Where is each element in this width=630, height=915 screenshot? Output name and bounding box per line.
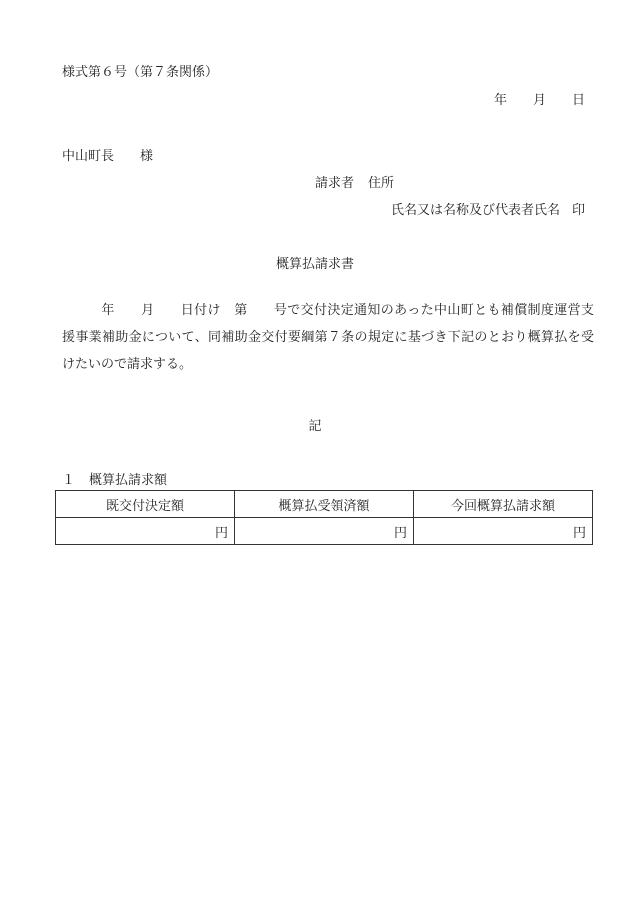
date-year: 年 [493,93,507,108]
applicant-name-line [391,199,585,218]
request-amount-cell: 円 [414,518,593,545]
header-approved-amount: 既交付決定額 [56,491,235,518]
body-no-prefix: 第 [233,303,248,318]
body-day-suffix: 日付け [180,303,221,318]
body-paragraph [62,297,594,378]
received-amount-cell: 円 [235,518,414,545]
amount-table [55,490,593,545]
approved-amount-cell: 円 [56,518,235,545]
header-received-amount: 概算払受領済額 [235,491,414,518]
date-day: 日 [571,93,585,108]
addressee [62,145,153,164]
body-month: 月 [140,303,155,318]
body-year: 年 [101,303,115,318]
section-number: １ [62,473,76,488]
body-text: 号で交付決定通知のあった中山町とも補償制度運営支援事業補助金について、同補助金交付要綱第７条の規定に基づき下記のとおり概算払を受けたいので請求する。 [62,303,594,372]
date-month: 月 [532,93,546,108]
document-title: 概算払請求書 [275,257,354,272]
applicant-address-label: 住所 [368,176,395,191]
date-line [494,89,585,108]
addressee-honorific: 様 [140,149,154,164]
header-request-amount: 今回概算払請求額 [414,491,593,518]
seal-mark: 印 [571,203,585,218]
applicant-name-label: 氏名又は名称及び代表者氏名 [390,203,560,218]
table-header-row [56,491,593,518]
section-title: 概算払請求額 [89,473,168,488]
form-number: 様式第６号（第７条関係） [62,65,219,80]
section-heading [62,469,167,488]
applicant-label: 請求者 [315,176,355,191]
ki-heading: 記 [308,419,322,434]
table-row [56,518,593,545]
addressee-name: 中山町長 [62,149,115,164]
applicant-address-line [315,172,394,191]
